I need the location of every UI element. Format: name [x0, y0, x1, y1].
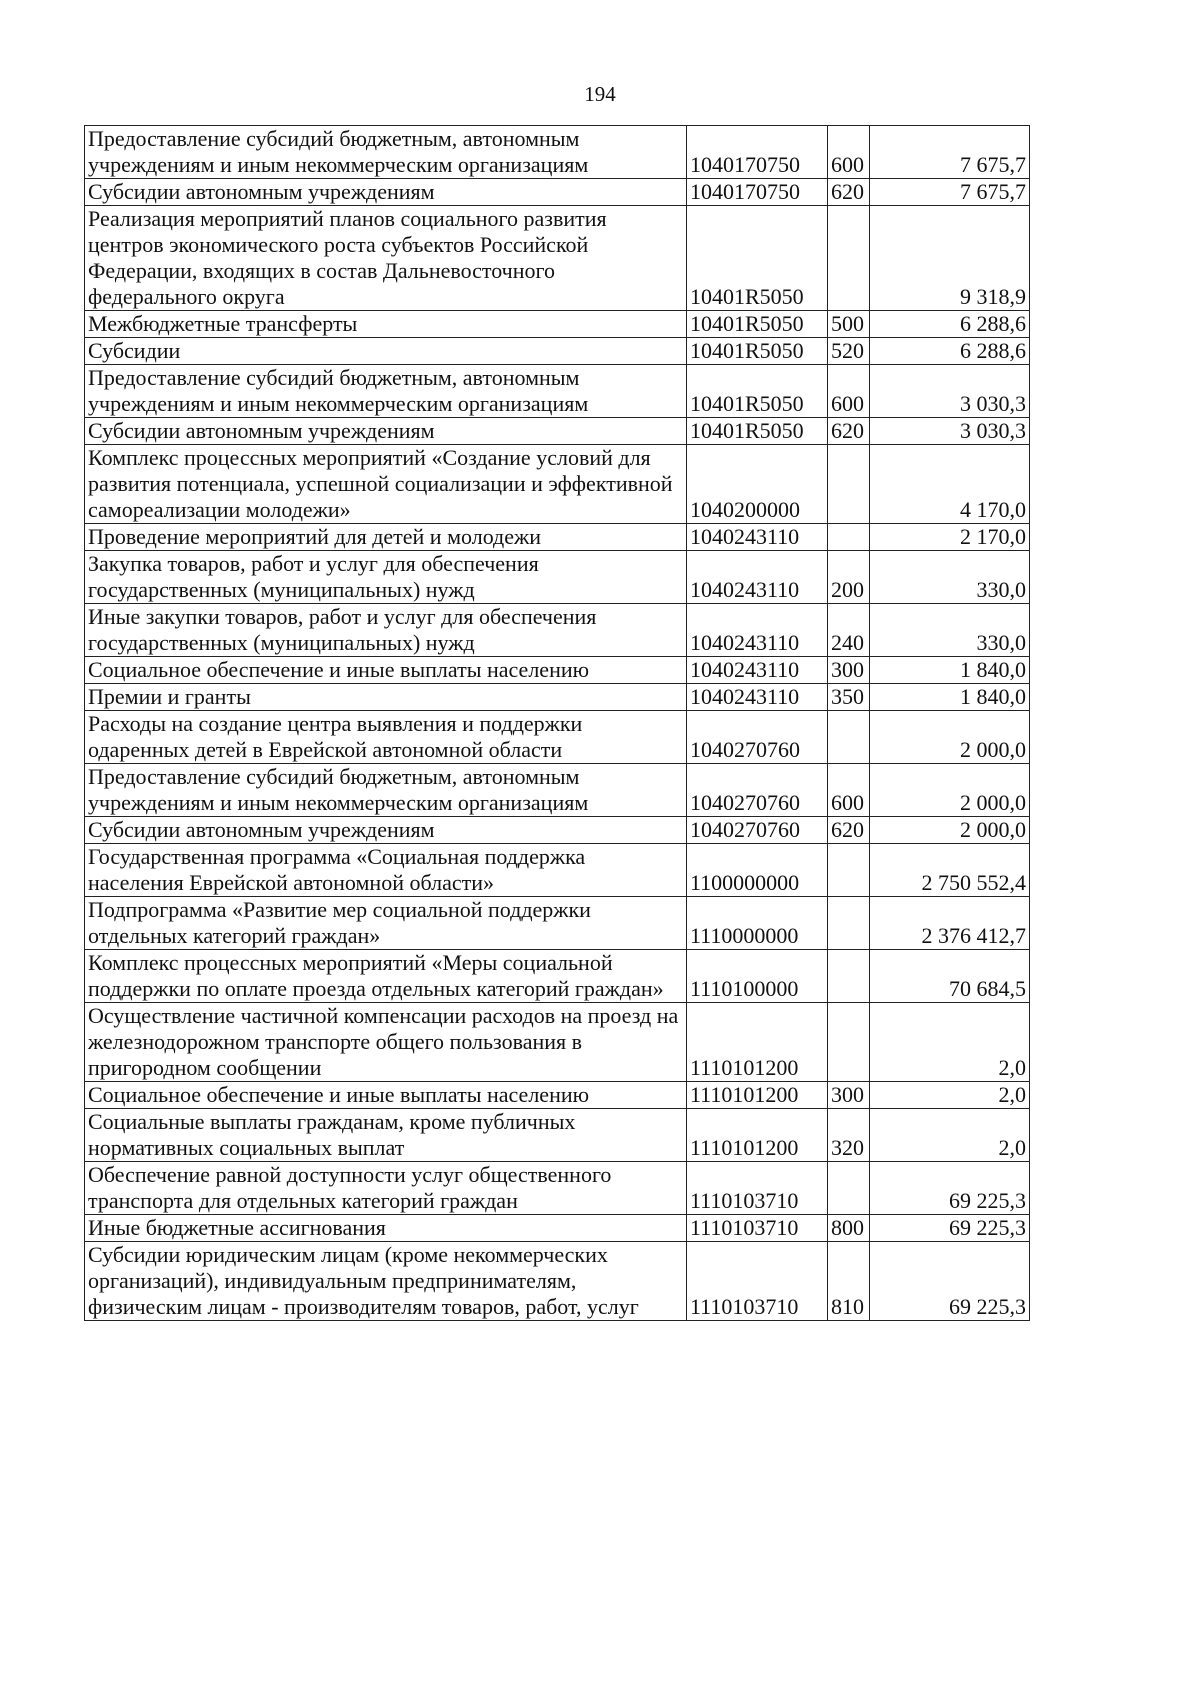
- amount-cell: 69 225,3: [870, 1215, 1030, 1242]
- table-row: [85, 524, 1030, 551]
- amount-cell: 2 000,0: [870, 711, 1030, 764]
- amount-cell: 3 030,3: [870, 365, 1030, 418]
- target-code-cell: 1110101200: [687, 1003, 828, 1082]
- expense-name-cell: Субсидии автономным учреждениям: [85, 418, 687, 445]
- expense-type-cell: 520: [828, 338, 870, 365]
- target-code-cell: 1040243110: [687, 551, 828, 604]
- target-code-cell: 1040170750: [687, 126, 828, 179]
- table-row: [85, 950, 1030, 1003]
- expense-type-cell: 600: [828, 365, 870, 418]
- amount-cell: 69 225,3: [870, 1242, 1030, 1321]
- target-code-cell: 1110000000: [687, 897, 828, 950]
- target-code-cell: 1110103710: [687, 1162, 828, 1215]
- expense-name-cell: Предоставление субсидий бюджетным, автономным учреждениям и иным некоммерческим организациям: [85, 764, 687, 817]
- target-code-cell: 1100000000: [687, 844, 828, 897]
- expense-name-cell: Премии и гранты: [85, 684, 687, 711]
- target-code-cell: 1110101200: [687, 1109, 828, 1162]
- table-row: [85, 1162, 1030, 1215]
- target-code-cell: 1110103710: [687, 1215, 828, 1242]
- table-row: [85, 764, 1030, 817]
- expense-type-cell: 300: [828, 1082, 870, 1109]
- amount-cell: 3 030,3: [870, 418, 1030, 445]
- expense-type-cell: 300: [828, 657, 870, 684]
- expense-type-cell: 200: [828, 551, 870, 604]
- amount-cell: 2 000,0: [870, 817, 1030, 844]
- page-number: 194: [584, 82, 616, 106]
- expense-type-cell: 620: [828, 817, 870, 844]
- expense-type-cell: [828, 897, 870, 950]
- expense-type-cell: 600: [828, 764, 870, 817]
- table-row: [85, 311, 1030, 338]
- amount-cell: 69 225,3: [870, 1162, 1030, 1215]
- target-code-cell: 10401R5050: [687, 365, 828, 418]
- table-row: [85, 604, 1030, 657]
- table-row: [85, 1003, 1030, 1082]
- expense-type-cell: [828, 844, 870, 897]
- expense-name-cell: Закупка товаров, работ и услуг для обеспечения государственных (муниципальных) нужд: [85, 551, 687, 604]
- table-row: [85, 445, 1030, 524]
- amount-cell: 2,0: [870, 1109, 1030, 1162]
- expense-type-cell: [828, 1003, 870, 1082]
- table-row: [85, 684, 1030, 711]
- expense-name-cell: Межбюджетные трансферты: [85, 311, 687, 338]
- amount-cell: 4 170,0: [870, 445, 1030, 524]
- expense-name-cell: Государственная программа «Социальная поддержка населения Еврейской автономной области»: [85, 844, 687, 897]
- expense-type-cell: [828, 950, 870, 1003]
- expense-name-cell: Субсидии автономным учреждениям: [85, 179, 687, 206]
- table-row: [85, 418, 1030, 445]
- expense-type-cell: 240: [828, 604, 870, 657]
- amount-cell: 9 318,9: [870, 206, 1030, 311]
- table-row: [85, 897, 1030, 950]
- amount-cell: 7 675,7: [870, 179, 1030, 206]
- expense-name-cell: Социальное обеспечение и иные выплаты населению: [85, 1082, 687, 1109]
- expense-type-cell: [828, 1162, 870, 1215]
- expense-name-cell: Реализация мероприятий планов социального развития центров экономического роста субъектов Российской Федерации, входящих в состав Дальневосточного федерального округа: [85, 206, 687, 311]
- amount-cell: 1 840,0: [870, 684, 1030, 711]
- budget-table: [84, 125, 1030, 1321]
- expense-type-cell: [828, 445, 870, 524]
- target-code-cell: 1040270760: [687, 764, 828, 817]
- expense-type-cell: 500: [828, 311, 870, 338]
- target-code-cell: 1110100000: [687, 950, 828, 1003]
- expense-type-cell: [828, 524, 870, 551]
- target-code-cell: 1040270760: [687, 711, 828, 764]
- table-row: [85, 711, 1030, 764]
- amount-cell: 6 288,6: [870, 338, 1030, 365]
- target-code-cell: 1040270760: [687, 817, 828, 844]
- expense-type-cell: 600: [828, 126, 870, 179]
- expense-name-cell: Проведение мероприятий для детей и молодежи: [85, 524, 687, 551]
- expense-type-cell: 800: [828, 1215, 870, 1242]
- expense-type-cell: 810: [828, 1242, 870, 1321]
- expense-name-cell: Субсидии: [85, 338, 687, 365]
- expense-type-cell: 320: [828, 1109, 870, 1162]
- expense-type-cell: 620: [828, 418, 870, 445]
- target-code-cell: 1040200000: [687, 445, 828, 524]
- table-row: [85, 1082, 1030, 1109]
- amount-cell: 330,0: [870, 604, 1030, 657]
- target-code-cell: 1110101200: [687, 1082, 828, 1109]
- target-code-cell: 10401R5050: [687, 206, 828, 311]
- amount-cell: 7 675,7: [870, 126, 1030, 179]
- table-row: [85, 1242, 1030, 1321]
- table-row: [85, 1215, 1030, 1242]
- amount-cell: 6 288,6: [870, 311, 1030, 338]
- amount-cell: 2 376 412,7: [870, 897, 1030, 950]
- amount-cell: 2 750 552,4: [870, 844, 1030, 897]
- target-code-cell: 1040243110: [687, 657, 828, 684]
- table-row: [85, 844, 1030, 897]
- expense-type-cell: 620: [828, 179, 870, 206]
- amount-cell: 2,0: [870, 1082, 1030, 1109]
- target-code-cell: 10401R5050: [687, 338, 828, 365]
- table-row: [85, 179, 1030, 206]
- expense-name-cell: Социальные выплаты гражданам, кроме публичных нормативных социальных выплат: [85, 1109, 687, 1162]
- table-row: [85, 126, 1030, 179]
- table-row: [85, 206, 1030, 311]
- target-code-cell: 1040243110: [687, 684, 828, 711]
- target-code-cell: 10401R5050: [687, 418, 828, 445]
- expense-name-cell: Субсидии автономным учреждениям: [85, 817, 687, 844]
- table-row: [85, 817, 1030, 844]
- expense-name-cell: Расходы на создание центра выявления и поддержки одаренных детей в Еврейской автономной области: [85, 711, 687, 764]
- table-row: [85, 338, 1030, 365]
- expense-type-cell: 350: [828, 684, 870, 711]
- expense-name-cell: Субсидии юридическим лицам (кроме некоммерческих организаций), индивидуальным предпринимателям, физическим лицам - производителям товаров, работ, услуг: [85, 1242, 687, 1321]
- target-code-cell: 1040170750: [687, 179, 828, 206]
- target-code-cell: 1110103710: [687, 1242, 828, 1321]
- expense-name-cell: Подпрограмма «Развитие мер социальной поддержки отдельных категорий граждан»: [85, 897, 687, 950]
- expense-name-cell: Предоставление субсидий бюджетным, автономным учреждениям и иным некоммерческим организациям: [85, 365, 687, 418]
- amount-cell: 1 840,0: [870, 657, 1030, 684]
- table-row: [85, 1109, 1030, 1162]
- table-row: [85, 551, 1030, 604]
- budget-table-body: [85, 126, 1030, 1321]
- expense-name-cell: Социальное обеспечение и иные выплаты населению: [85, 657, 687, 684]
- amount-cell: 2 000,0: [870, 764, 1030, 817]
- table-row: [85, 657, 1030, 684]
- expense-type-cell: [828, 206, 870, 311]
- expense-name-cell: Иные бюджетные ассигнования: [85, 1215, 687, 1242]
- amount-cell: 2 170,0: [870, 524, 1030, 551]
- expense-name-cell: Обеспечение равной доступности услуг общественного транспорта для отдельных категорий граждан: [85, 1162, 687, 1215]
- target-code-cell: 1040243110: [687, 524, 828, 551]
- target-code-cell: 10401R5050: [687, 311, 828, 338]
- expense-name-cell: Осуществление частичной компенсации расходов на проезд на железнодорожном транспорте общего пользования в пригородном сообщении: [85, 1003, 687, 1082]
- expense-name-cell: Иные закупки товаров, работ и услуг для обеспечения государственных (муниципальных) нужд: [85, 604, 687, 657]
- expense-name-cell: Комплекс процессных мероприятий «Создание условий для развития потенциала, успешной социализации и эффективной самореализации молодежи»: [85, 445, 687, 524]
- amount-cell: 70 684,5: [870, 950, 1030, 1003]
- target-code-cell: 1040243110: [687, 604, 828, 657]
- expense-name-cell: Предоставление субсидий бюджетным, автономным учреждениям и иным некоммерческим организациям: [85, 126, 687, 179]
- expense-name-cell: Комплекс процессных мероприятий «Меры социальной поддержки по оплате проезда отдельных категорий граждан»: [85, 950, 687, 1003]
- expense-type-cell: [828, 711, 870, 764]
- amount-cell: 2,0: [870, 1003, 1030, 1082]
- amount-cell: 330,0: [870, 551, 1030, 604]
- table-row: [85, 365, 1030, 418]
